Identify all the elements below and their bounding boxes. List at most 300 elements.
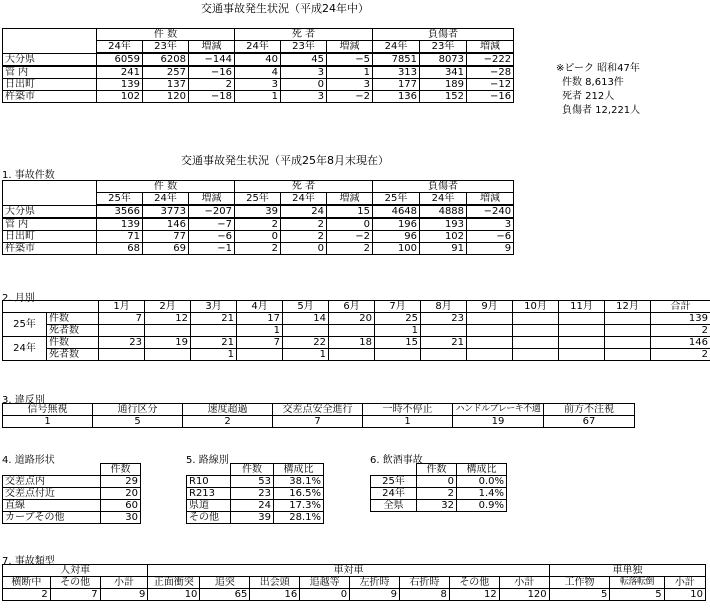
corner-cell bbox=[3, 29, 97, 54]
data-cell: 0 bbox=[327, 218, 373, 231]
data-cell: 16 bbox=[250, 589, 300, 601]
data-cell: 16.5% bbox=[274, 488, 324, 500]
table-2013-summary bbox=[2, 180, 514, 255]
table-row bbox=[3, 313, 710, 325]
violation-header: 交差点安全進行 bbox=[273, 404, 363, 416]
title-2013: 交通事故発生状況（平成25年8月末現在） bbox=[181, 154, 389, 167]
col-header: 構成比 bbox=[457, 464, 507, 476]
data-cell: 241 bbox=[97, 66, 143, 79]
sub-header: 24年 bbox=[143, 193, 189, 206]
sub-header: 25年 bbox=[373, 193, 420, 206]
data-cell: 3 bbox=[327, 79, 373, 91]
data-cell: 20 bbox=[329, 313, 375, 325]
data-cell: 196 bbox=[373, 218, 420, 231]
type-header: 正面衝突 bbox=[148, 577, 200, 589]
table-row bbox=[3, 53, 514, 66]
data-cell: 2 bbox=[327, 243, 373, 255]
peak-line: 死者 212人 bbox=[562, 91, 615, 102]
month-header: 4月 bbox=[237, 301, 283, 313]
table-row bbox=[3, 500, 141, 512]
data-cell: 32 bbox=[417, 500, 457, 512]
data-cell: 257 bbox=[143, 66, 189, 79]
table-row bbox=[3, 66, 514, 79]
table-row bbox=[3, 91, 514, 103]
data-cell: 0 bbox=[281, 79, 327, 91]
table-row bbox=[3, 325, 710, 337]
section-drunk-driving: 6. 飲酒事故 bbox=[370, 455, 423, 466]
data-cell: 1 bbox=[363, 416, 453, 428]
data-cell bbox=[237, 349, 283, 361]
month-header: 9月 bbox=[467, 301, 513, 313]
data-cell: 15 bbox=[327, 205, 373, 218]
type-header: 左折時 bbox=[350, 577, 400, 589]
row-label: 杵築市 bbox=[3, 91, 97, 103]
data-cell: 7 bbox=[50, 589, 100, 601]
data-cell bbox=[145, 349, 191, 361]
data-cell: 77 bbox=[143, 231, 189, 243]
row-label: 死者数 bbox=[47, 325, 99, 337]
data-cell: 139 bbox=[97, 218, 143, 231]
data-cell: 2 bbox=[281, 218, 327, 231]
data-cell: 120 bbox=[499, 589, 549, 601]
data-cell: 2 bbox=[417, 488, 457, 500]
data-cell: 40 bbox=[235, 53, 281, 66]
sub-header: 増減 bbox=[189, 193, 235, 206]
data-cell: 3566 bbox=[97, 205, 143, 218]
violation-header: 速度超過 bbox=[183, 404, 273, 416]
corner-cell bbox=[187, 464, 231, 476]
group-header: 人対車 bbox=[3, 565, 148, 577]
sub-header: 25年 bbox=[97, 193, 143, 206]
group-header: 件 数 bbox=[97, 29, 235, 41]
table-accident-types bbox=[2, 564, 706, 601]
data-cell: 2 bbox=[3, 589, 51, 601]
data-cell: 12 bbox=[449, 589, 499, 601]
month-header: 1月 bbox=[99, 301, 145, 313]
data-cell: 28.1% bbox=[274, 512, 324, 524]
section-road-shape: 4. 道路形状 bbox=[2, 455, 55, 466]
month-header: 10月 bbox=[513, 301, 559, 313]
row-label: 交差点内 bbox=[3, 476, 101, 488]
data-cell bbox=[559, 313, 605, 325]
group-header: 負傷者 bbox=[373, 29, 514, 41]
type-header: その他 bbox=[449, 577, 499, 589]
sub-header: 増減 bbox=[327, 193, 373, 206]
peak-note bbox=[556, 62, 640, 118]
type-header: 小計 bbox=[664, 577, 705, 589]
table-row bbox=[187, 476, 324, 488]
data-cell: 1.4% bbox=[457, 488, 507, 500]
data-cell: 22 bbox=[283, 337, 329, 349]
data-cell bbox=[513, 313, 559, 325]
data-cell bbox=[559, 337, 605, 349]
col-header: 件数 bbox=[101, 464, 141, 476]
month-header: 5月 bbox=[283, 301, 329, 313]
row-label: R213 bbox=[187, 488, 231, 500]
month-header: 3月 bbox=[191, 301, 237, 313]
data-cell: 8073 bbox=[420, 53, 467, 66]
violation-header: 通行区分 bbox=[93, 404, 183, 416]
data-cell: 2 bbox=[651, 349, 710, 361]
data-cell bbox=[329, 349, 375, 361]
type-header: 小計 bbox=[100, 577, 148, 589]
data-cell: 5 bbox=[549, 589, 610, 601]
data-cell: 2 bbox=[235, 243, 281, 255]
data-cell: 2 bbox=[235, 218, 281, 231]
data-cell: 19 bbox=[453, 416, 544, 428]
data-cell: 136 bbox=[373, 91, 420, 103]
data-cell: −1 bbox=[189, 243, 235, 255]
data-cell: 45 bbox=[281, 53, 327, 66]
data-cell: 53 bbox=[231, 476, 274, 488]
table-row bbox=[187, 488, 324, 500]
data-cell: 2 bbox=[651, 325, 710, 337]
data-cell: 2 bbox=[281, 231, 327, 243]
data-cell: 67 bbox=[544, 416, 635, 428]
data-cell: −2 bbox=[327, 91, 373, 103]
data-cell: 96 bbox=[373, 231, 420, 243]
group-header: 件 数 bbox=[97, 181, 235, 193]
table-row bbox=[187, 512, 324, 524]
data-cell: −12 bbox=[467, 79, 514, 91]
data-cell bbox=[99, 349, 145, 361]
row-label: 管 内 bbox=[3, 218, 97, 231]
peak-line: 負傷者 12,221人 bbox=[562, 105, 641, 116]
data-cell: 3 bbox=[235, 79, 281, 91]
row-label: 全県 bbox=[371, 500, 417, 512]
violation-header: 信号無視 bbox=[3, 404, 93, 416]
data-cell: 14 bbox=[283, 313, 329, 325]
data-cell: 10 bbox=[664, 589, 705, 601]
violation-header: 一時不停止 bbox=[363, 404, 453, 416]
data-cell: 10 bbox=[148, 589, 200, 601]
data-cell: 139 bbox=[97, 79, 143, 91]
sub-header: 24年 bbox=[420, 193, 467, 206]
data-cell: 71 bbox=[97, 231, 143, 243]
section-monthly: 2. 月別 bbox=[2, 293, 35, 304]
data-cell: 91 bbox=[420, 243, 467, 255]
data-cell: −18 bbox=[189, 91, 235, 103]
table-row bbox=[3, 488, 141, 500]
data-cell: 102 bbox=[97, 91, 143, 103]
table-row bbox=[3, 205, 514, 218]
data-cell: 1 bbox=[327, 66, 373, 79]
data-cell: 3 bbox=[467, 218, 514, 231]
data-cell: 25 bbox=[375, 313, 421, 325]
row-label: 24年 bbox=[371, 488, 417, 500]
month-header: 2月 bbox=[145, 301, 191, 313]
data-cell: 3 bbox=[281, 91, 327, 103]
row-label: 管 内 bbox=[3, 66, 97, 79]
row-label: R10 bbox=[187, 476, 231, 488]
type-header: 出会頭 bbox=[250, 577, 300, 589]
data-cell: 4 bbox=[235, 66, 281, 79]
data-cell: 24 bbox=[231, 500, 274, 512]
type-header: その他 bbox=[50, 577, 100, 589]
data-cell: 39 bbox=[235, 205, 281, 218]
sub-header: 24年 bbox=[97, 41, 143, 54]
sub-header: 増減 bbox=[327, 41, 373, 54]
type-header: 工作物 bbox=[549, 577, 610, 589]
corner-cell bbox=[371, 464, 417, 476]
data-cell: 21 bbox=[191, 313, 237, 325]
group-header: 車単独 bbox=[549, 565, 705, 577]
data-cell: 137 bbox=[143, 79, 189, 91]
data-cell bbox=[513, 325, 559, 337]
data-cell bbox=[191, 325, 237, 337]
data-cell: 19 bbox=[145, 337, 191, 349]
type-header: 小計 bbox=[499, 577, 549, 589]
peak-line: ※ピーク 昭和47年 bbox=[556, 63, 640, 74]
data-cell: 313 bbox=[373, 66, 420, 79]
data-cell: 0 bbox=[235, 231, 281, 243]
row-label: 県道 bbox=[187, 500, 231, 512]
row-label: 交差点付近 bbox=[3, 488, 101, 500]
data-cell: 0 bbox=[300, 589, 350, 601]
data-cell: 1 bbox=[375, 325, 421, 337]
data-cell: 6208 bbox=[143, 53, 189, 66]
data-cell: −6 bbox=[467, 231, 514, 243]
data-cell: 2 bbox=[189, 79, 235, 91]
table-2012-summary bbox=[2, 28, 514, 103]
table-violations bbox=[2, 403, 635, 428]
data-cell: 0.0% bbox=[457, 476, 507, 488]
data-cell: 15 bbox=[375, 337, 421, 349]
group-header: 負傷者 bbox=[373, 181, 514, 193]
data-cell bbox=[145, 325, 191, 337]
sub-header: 増減 bbox=[189, 41, 235, 54]
data-cell: 18 bbox=[329, 337, 375, 349]
table-row bbox=[3, 337, 710, 349]
data-cell: 4888 bbox=[420, 205, 467, 218]
table-drunk-driving bbox=[370, 463, 507, 512]
sub-header: 24年 bbox=[373, 41, 420, 54]
data-cell: 146 bbox=[651, 337, 710, 349]
data-cell: 7851 bbox=[373, 53, 420, 66]
type-header: 追越等 bbox=[300, 577, 350, 589]
data-cell bbox=[467, 313, 513, 325]
data-cell: −2 bbox=[327, 231, 373, 243]
data-cell: 23 bbox=[99, 337, 145, 349]
sub-header: 24年 bbox=[235, 41, 281, 54]
data-cell: 1 bbox=[191, 349, 237, 361]
group-header: 死 者 bbox=[235, 29, 373, 41]
table-row bbox=[3, 349, 710, 361]
data-cell bbox=[467, 337, 513, 349]
month-header: 7月 bbox=[375, 301, 421, 313]
data-cell: 38.1% bbox=[274, 476, 324, 488]
data-cell: 4648 bbox=[373, 205, 420, 218]
data-cell: 0 bbox=[281, 243, 327, 255]
data-cell: 193 bbox=[420, 218, 467, 231]
data-cell bbox=[605, 313, 651, 325]
sub-header: 24年 bbox=[281, 193, 327, 206]
data-cell: 20 bbox=[101, 488, 141, 500]
data-cell: 1 bbox=[235, 91, 281, 103]
table-row bbox=[3, 79, 514, 91]
table-row bbox=[3, 512, 141, 524]
year-label: 25年 bbox=[3, 313, 47, 337]
month-header: 6月 bbox=[329, 301, 375, 313]
table-road-shape bbox=[2, 463, 141, 524]
data-cell: 21 bbox=[421, 337, 467, 349]
corner-cell bbox=[3, 301, 99, 313]
table-row bbox=[371, 488, 507, 500]
data-cell bbox=[375, 349, 421, 361]
data-cell: 3773 bbox=[143, 205, 189, 218]
section-accident-count: 1. 事故件数 bbox=[2, 170, 55, 181]
data-cell: 2 bbox=[183, 416, 273, 428]
data-cell: 1 bbox=[3, 416, 93, 428]
type-header: 追突 bbox=[200, 577, 250, 589]
row-label: 杵築市 bbox=[3, 243, 97, 255]
section-accident-types: 7. 事故類型 bbox=[2, 556, 55, 567]
data-cell: 341 bbox=[420, 66, 467, 79]
group-header: 死 者 bbox=[235, 181, 373, 193]
corner-cell bbox=[3, 464, 101, 476]
data-cell: −16 bbox=[467, 91, 514, 103]
data-cell: −6 bbox=[189, 231, 235, 243]
data-cell: 152 bbox=[420, 91, 467, 103]
data-cell: 23 bbox=[421, 313, 467, 325]
data-cell: 7 bbox=[273, 416, 363, 428]
sub-header: 23年 bbox=[281, 41, 327, 54]
data-cell: 120 bbox=[143, 91, 189, 103]
row-label: 日出町 bbox=[3, 231, 97, 243]
data-cell: −222 bbox=[467, 53, 514, 66]
col-header: 構成比 bbox=[274, 464, 324, 476]
data-cell bbox=[329, 325, 375, 337]
data-cell: 177 bbox=[373, 79, 420, 91]
data-cell bbox=[513, 349, 559, 361]
table-row bbox=[3, 243, 514, 255]
data-cell: 30 bbox=[101, 512, 141, 524]
month-header: 8月 bbox=[421, 301, 467, 313]
data-cell: 102 bbox=[420, 231, 467, 243]
data-cell bbox=[467, 349, 513, 361]
data-cell: 0 bbox=[417, 476, 457, 488]
table-row bbox=[3, 218, 514, 231]
type-header: 横断中 bbox=[3, 577, 51, 589]
data-cell: 39 bbox=[231, 512, 274, 524]
row-label: 25年 bbox=[371, 476, 417, 488]
data-cell: 7 bbox=[99, 313, 145, 325]
data-cell: 9 bbox=[350, 589, 400, 601]
section-violations: 3. 違反別 bbox=[2, 395, 45, 406]
data-cell: 1 bbox=[237, 325, 283, 337]
table-routes bbox=[186, 463, 324, 524]
table-row bbox=[371, 476, 507, 488]
row-label: カーブその他 bbox=[3, 512, 101, 524]
peak-line: 件数 8,613件 bbox=[562, 77, 624, 88]
col-header: 件数 bbox=[417, 464, 457, 476]
data-cell: 29 bbox=[101, 476, 141, 488]
data-cell: 12 bbox=[145, 313, 191, 325]
data-cell: 7 bbox=[237, 337, 283, 349]
data-cell: 6059 bbox=[97, 53, 143, 66]
violation-header: ハンドルブレーキ不適 bbox=[453, 404, 544, 416]
col-header: 件数 bbox=[231, 464, 274, 476]
title-2012: 交通事故発生状況（平成24年中） bbox=[201, 2, 369, 15]
data-cell: 69 bbox=[143, 243, 189, 255]
data-cell bbox=[605, 337, 651, 349]
row-label: 件数 bbox=[47, 337, 99, 349]
month-header: 12月 bbox=[605, 301, 651, 313]
table-row bbox=[187, 500, 324, 512]
data-cell: −7 bbox=[189, 218, 235, 231]
month-header: 合計 bbox=[651, 301, 710, 313]
data-cell: 21 bbox=[191, 337, 237, 349]
data-cell: 3 bbox=[281, 66, 327, 79]
row-label: その他 bbox=[187, 512, 231, 524]
data-cell: 17.3% bbox=[274, 500, 324, 512]
table-row bbox=[3, 231, 514, 243]
row-label: 直線 bbox=[3, 500, 101, 512]
row-label: 件数 bbox=[47, 313, 99, 325]
data-cell: 146 bbox=[143, 218, 189, 231]
data-cell bbox=[99, 325, 145, 337]
month-header: 11月 bbox=[559, 301, 605, 313]
type-header: 右折時 bbox=[399, 577, 449, 589]
section-routes: 5. 路線別 bbox=[186, 455, 229, 466]
row-label: 日出町 bbox=[3, 79, 97, 91]
sub-header: 増減 bbox=[467, 193, 514, 206]
sub-header: 増減 bbox=[467, 41, 514, 54]
data-cell bbox=[421, 325, 467, 337]
data-cell bbox=[283, 325, 329, 337]
table-row bbox=[3, 476, 141, 488]
data-cell: 68 bbox=[97, 243, 143, 255]
data-cell: 0.9% bbox=[457, 500, 507, 512]
data-cell: −207 bbox=[189, 205, 235, 218]
data-cell bbox=[605, 325, 651, 337]
row-label: 大分県 bbox=[3, 53, 97, 66]
table-row bbox=[371, 500, 507, 512]
data-cell: 9 bbox=[467, 243, 514, 255]
data-cell: 139 bbox=[651, 313, 710, 325]
data-cell: 65 bbox=[200, 589, 250, 601]
group-header: 車対車 bbox=[148, 565, 549, 577]
data-cell: 189 bbox=[420, 79, 467, 91]
type-header: 転落転倒 bbox=[610, 577, 664, 589]
sub-header: 23年 bbox=[420, 41, 467, 54]
violation-header: 前方不注視 bbox=[544, 404, 635, 416]
row-label: 死者数 bbox=[47, 349, 99, 361]
data-cell: −16 bbox=[189, 66, 235, 79]
data-cell: 23 bbox=[231, 488, 274, 500]
data-cell bbox=[559, 325, 605, 337]
data-cell bbox=[513, 337, 559, 349]
data-cell bbox=[605, 349, 651, 361]
data-cell bbox=[421, 349, 467, 361]
data-cell: −5 bbox=[327, 53, 373, 66]
data-cell: −28 bbox=[467, 66, 514, 79]
data-cell: 9 bbox=[100, 589, 148, 601]
data-cell bbox=[467, 325, 513, 337]
data-cell: 60 bbox=[101, 500, 141, 512]
sub-header: 25年 bbox=[235, 193, 281, 206]
year-label: 24年 bbox=[3, 337, 47, 361]
data-cell: 100 bbox=[373, 243, 420, 255]
corner-cell bbox=[3, 181, 97, 206]
data-cell bbox=[559, 349, 605, 361]
row-label: 大分県 bbox=[3, 205, 97, 218]
data-cell: 5 bbox=[610, 589, 664, 601]
data-cell: 5 bbox=[93, 416, 183, 428]
sub-header: 23年 bbox=[143, 41, 189, 54]
data-cell: −144 bbox=[189, 53, 235, 66]
data-cell: 17 bbox=[237, 313, 283, 325]
